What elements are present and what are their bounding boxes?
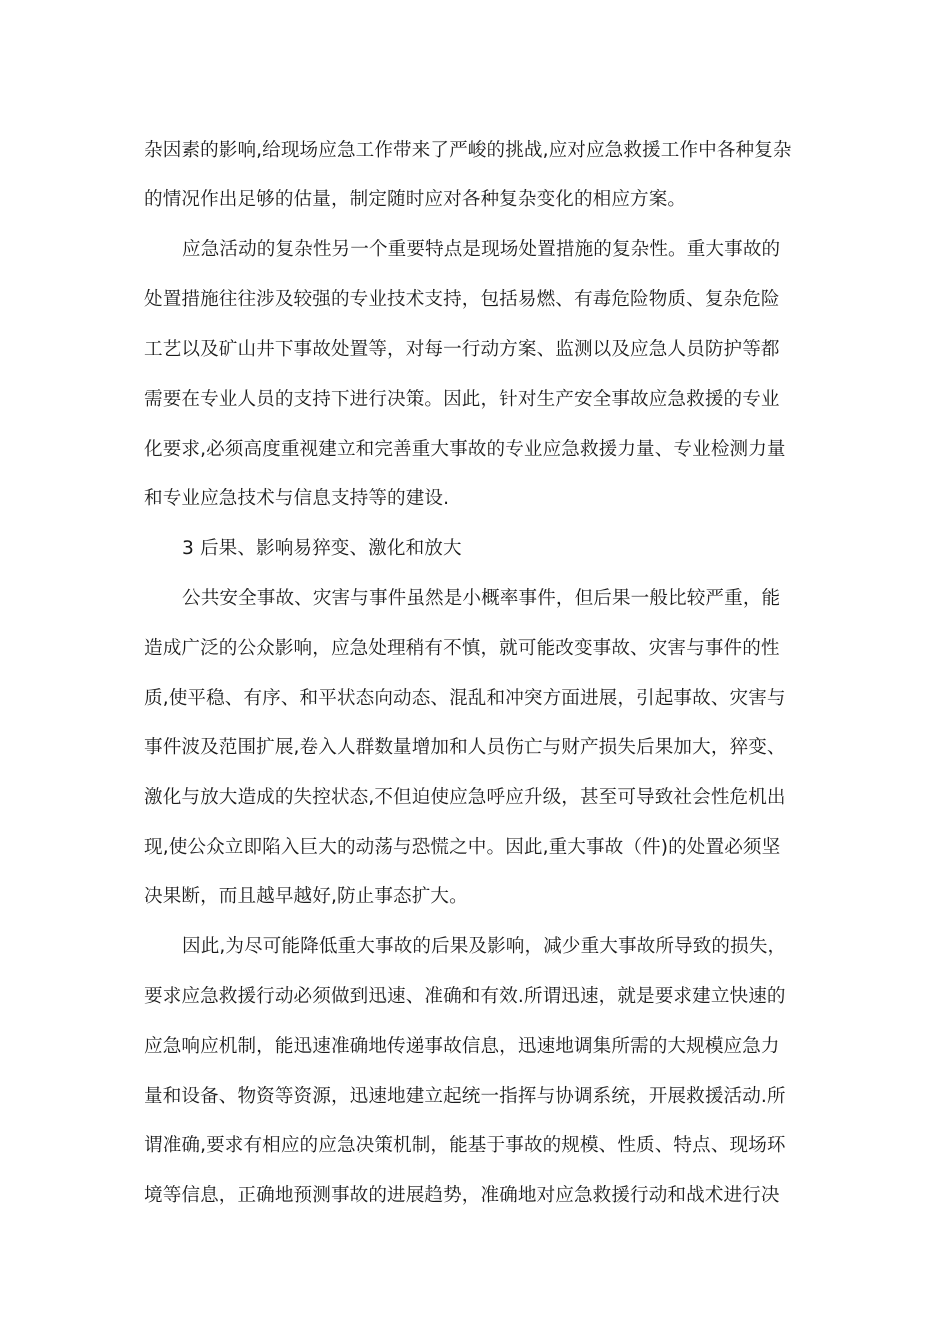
text-line: 激化与放大造成的失控状态,不但迫使应急呼应升级，甚至可导致社会性危机出	[144, 787, 786, 808]
text-line: 谓准确,要求有相应的应急决策机制，能基于事故的规模、性质、特点、现场环	[144, 1135, 786, 1156]
text-line: 工艺以及矿山井下事故处置等，对每一行动方案、监测以及应急人员防护等都	[144, 339, 780, 360]
text-line: 质,使平稳、有序、和平状态向动态、混乱和冲突方面进展，引起事故、灾害与	[144, 688, 786, 709]
text-line: 决果断，而且越早越好,防止事态扩大。	[144, 886, 468, 907]
text-line: 化要求,必须高度重视建立和完善重大事故的专业应急救援力量、专业检测力量	[144, 439, 786, 460]
text-line: 需要在专业人员的支持下进行决策。因此，针对生产安全事故应急救援的专业	[144, 389, 780, 410]
text-line: 应急响应机制，能迅速准确地传递事故信息，迅速地调集所需的大规模应急力	[144, 1036, 780, 1057]
text-line: 要求应急救援行动必须做到迅速、准确和有效.所谓迅速，就是要求建立快速的	[144, 986, 786, 1007]
text-line: 的情况作出足够的估量，制定随时应对各种复杂变化的相应方案。	[144, 189, 687, 210]
paragraph-start-line: 因此,为尽可能降低重大事故的后果及影响，减少重大事故所导致的损失，	[182, 936, 787, 957]
text-line: 事件波及范围扩展,卷入人群数量增加和人员伤亡与财产损失后果加大，猝变、	[144, 737, 786, 758]
paragraph-start-line: 应急活动的复杂性另一个重要特点是现场处置措施的复杂性。重大事故的	[182, 239, 781, 260]
text-line: 现,使公众立即陷入巨大的动荡与恐慌之中。因此,重大事故（件)的处置必须坚	[144, 837, 781, 858]
section-heading: 3 后果、影响易猝变、激化和放大	[182, 538, 462, 559]
text-line: 量和设备、物资等资源，迅速地建立起统一指挥与协调系统，开展救援活动.所	[144, 1086, 786, 1107]
text-line: 处置措施往往涉及较强的专业技术支持，包括易燃、有毒危险物质、复杂危险	[144, 289, 780, 310]
paragraph-start-line: 公共安全事故、灾害与事件虽然是小概率事件，但后果一般比较严重，能	[182, 588, 781, 609]
text-line: 杂因素的影响,给现场应急工作带来了严峻的挑战,应对应急救援工作中各种复杂	[144, 140, 792, 161]
text-line: 境等信息，正确地预测事故的进展趋势，准确地对应急救援行动和战术进行决	[144, 1185, 780, 1206]
text-line: 造成广泛的公众影响，应急处理稍有不慎，就可能改变事故、灾害与事件的性	[144, 638, 780, 659]
text-line: 和专业应急技术与信息支持等的建设.	[144, 488, 450, 509]
